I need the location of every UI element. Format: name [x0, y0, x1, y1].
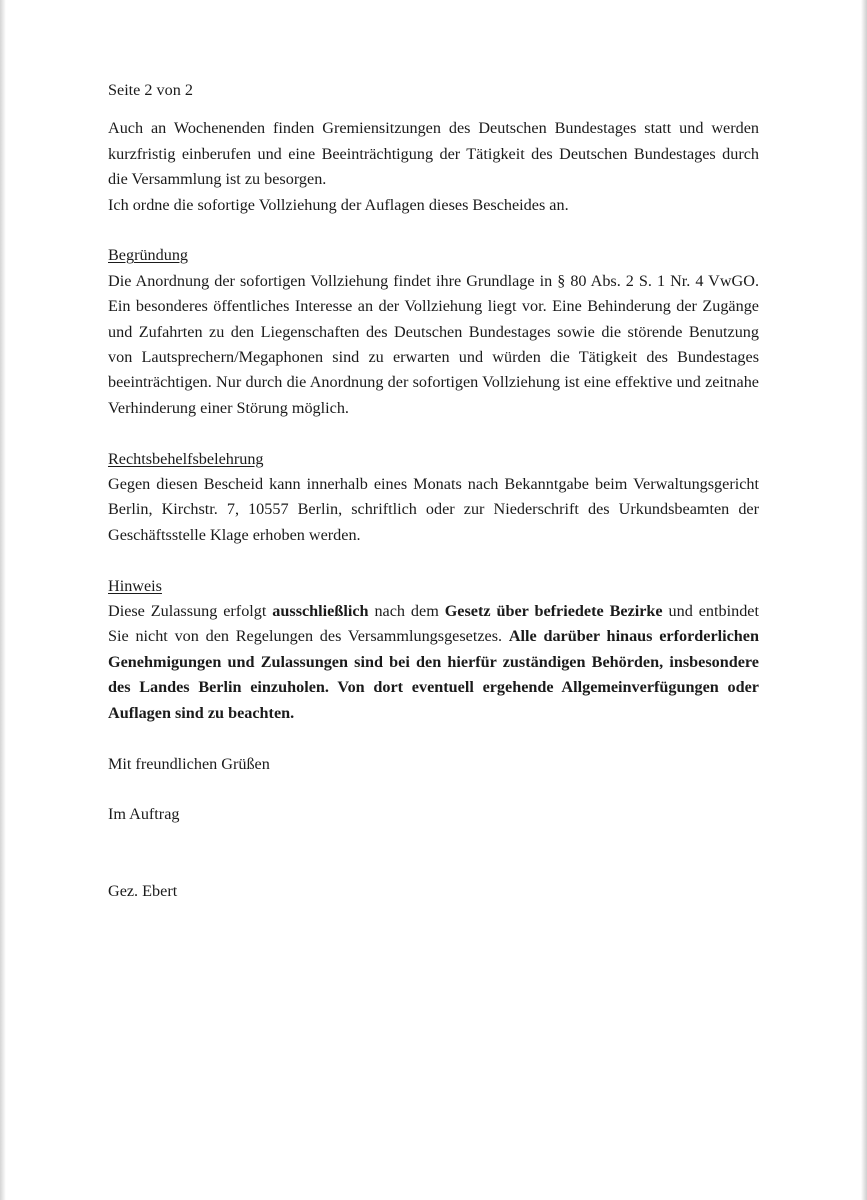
page-edge-shadow-left — [0, 0, 6, 1200]
begruendung-section — [108, 243, 759, 421]
rechtsbehelf-heading: Rechtsbehelfsbelehrung — [108, 449, 264, 468]
hinweis-bold-permits: Alle darüber hinaus erforderlichen Genehmigungen und Zulassungen sind bei den hierfür zuständigen Behörden, insbesondere des Landes Berlin einzuholen. Von dort eventuell ergehende Allgemeinverfügungen oder Auflagen sind zu beachten. — [108, 627, 759, 722]
signature-gap — [108, 828, 759, 879]
begruendung-heading: Begründung — [108, 246, 189, 265]
hinweis-heading: Hinweis — [108, 576, 162, 595]
hinweis-text-3: und entbindet Sie nicht von den Regelungen des Versammlungsgesetzes. — [108, 602, 759, 646]
hinweis-section — [108, 574, 759, 726]
begruendung-text: Die Anordnung der sofortigen Vollziehung findet ihre Grundlage in § 80 Abs. 2 S. 1 Nr. 4 VwGO. Ein besonderes öffentliches Interesse an der Vollziehung liegt vor. Eine Behinderung der Zugänge und Zufahrten zu den Liegenschaften des Deutschen Bundestages sowie die störende Benutzung von Lautsprechern/Megaphonen sind zu erwarten und würden die Tätigkeit des Bundestages beeinträchtigen. Nur durch die Anordnung der sofortigen Vollziehung ist eine effektive und zeitnahe Verhinderung einer Störung möglich. — [108, 271, 759, 417]
paragraph-gap — [108, 218, 759, 243]
rechtsbehelf-section — [108, 447, 759, 549]
hinweis-bold-exclusive: ausschließlich — [272, 602, 369, 621]
closing-signature: Gez. Ebert — [108, 881, 178, 900]
rechtsbehelf-text: Gegen diesen Bescheid kann innerhalb eines Monats nach Bekanntgabe beim Verwaltungsgericht Berlin, Kirchstr. 7, 10557 Berlin, schriftlich oder zur Niederschrift des Urkundsbeamten der Geschäftsstelle Klage erhoben werden. — [108, 475, 759, 544]
hinweis-text-1: Diese Zulassung erfolgt — [108, 602, 273, 621]
page-number: Seite 2 von 2 — [108, 81, 193, 99]
closing-greeting: Mit freundlichen Grüßen — [108, 754, 270, 773]
hinweis-text-2: nach dem — [368, 602, 445, 621]
paragraph-gap — [108, 777, 759, 802]
paragraph-gap — [108, 421, 759, 446]
paragraph-gap — [108, 726, 759, 751]
intro-paragraph: Auch an Wochenenden finden Gremiensitzungen des Deutschen Bundestages statt und werden kurzfristig einberufen und eine Beeinträchtigung der Tätigkeit des Deutschen Bundestages durch die Versammlung ist zu besorgen. — [108, 119, 759, 189]
immediate-enforcement-order: Ich ordne die sofortige Vollziehung der Auflagen dieses Bescheides an. — [108, 195, 569, 214]
page-edge-shadow-right — [861, 0, 867, 1200]
paragraph-gap — [108, 548, 759, 573]
document-body — [108, 78, 759, 904]
closing-on-behalf: Im Auftrag — [108, 805, 180, 824]
hinweis-bold-law: Gesetz über befriedete Bezirke — [444, 602, 663, 621]
